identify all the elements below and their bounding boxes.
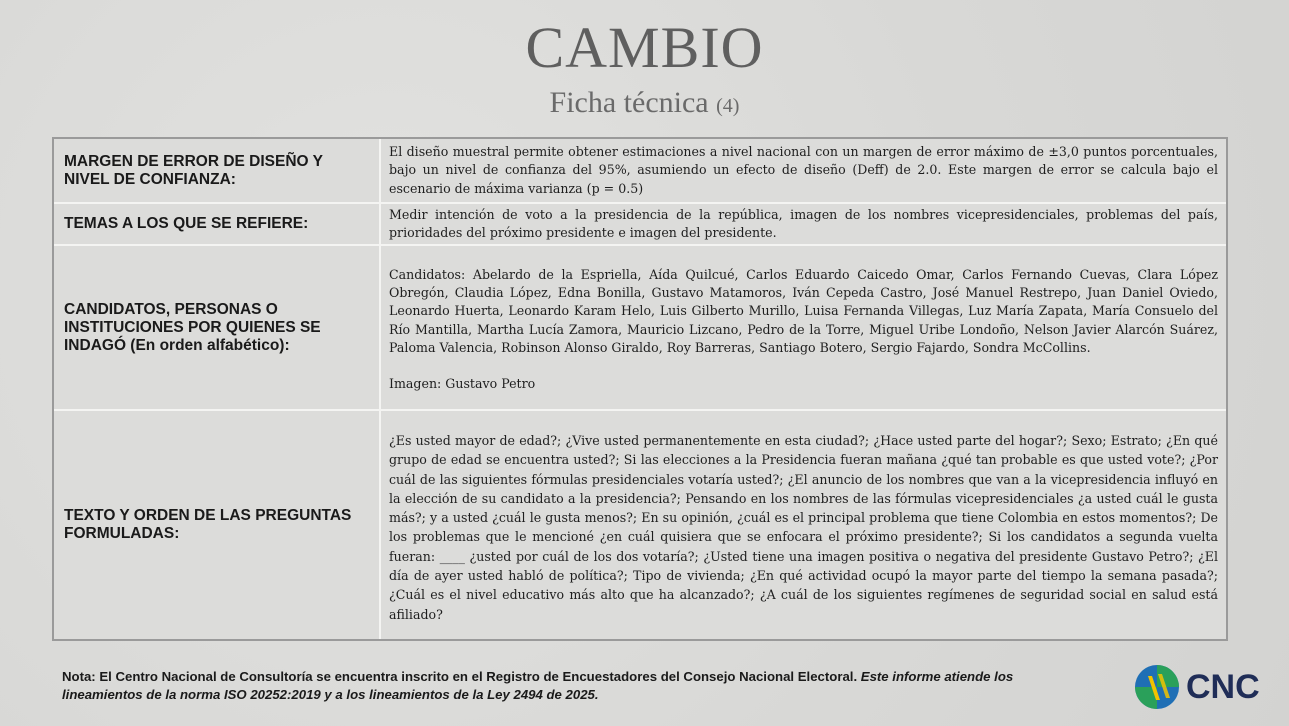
row-label-candidates: CANDIDATOS, PERSONAS O INSTITUCIONES POR QUIENES SE INDAGÓ (En orden alfabético): (54, 246, 381, 411)
row-label-questions: TEXTO Y ORDEN DE LAS PREGUNTAS FORMULADAS: (54, 411, 381, 639)
technical-sheet-table (52, 137, 1228, 641)
page-number: (4) (716, 95, 740, 117)
row-value-topics: Medir intención de voto a la presidencia de la república, imagen de los nombres vicepresidenciales, problemas del país, prioridades del próximo presidente e imagen del presidente. (381, 204, 1226, 246)
footer-note-bold: Nota: El Centro Nacional de Consultoría se encuentra inscrito en el Registro de Encuestadores del Consejo Nacional Electoral. (62, 669, 858, 684)
cnc-logo-text: CNC (1186, 667, 1260, 706)
row-label-topics: TEMAS A LOS QUE SE REFIERE: (54, 204, 381, 246)
cnc-logo (1134, 664, 1260, 710)
page-title-text: Ficha técnica (549, 86, 709, 119)
footer-note-italic: Este informe atiende los lineamientos de la norma ISO 20252:2019 y a los lineamientos de la Ley 2494 de 2025. (62, 669, 1014, 702)
row-value-questions: ¿Es usted mayor de edad?; ¿Vive usted permanentemente en esta ciudad?; ¿Hace usted parte del hogar?; Sexo; Estrato; ¿En qué grupo de edad se encuentra usted?; Si las elecciones a la Presidencia fueran mañana ¿qué tan probable es que usted vote?; ¿Por cuál de las siguientes fórmulas presidenciales votaría usted?; ¿El anuncio de los nombres que van a la vicepresidencia influyó en la elección de su candidato a la presidencia?; Pensando en los nombres de las fórmulas vicepresidenciales ¿a usted cuál le gusta más?; y a usted ¿cuál le gusta menos?; En su opinión, ¿cuál es el principal problema que tiene Colombia en estos momentos?; De los problemas que le mencioné ¿en cuál quisiera que se enfocara el próximo presidente?; Si los candidatos a segunda vuelta fueran: ____ ¿usted por cuál de los dos votaría?; ¿Usted tiene una imagen positiva o negativa del presidente Gustavo Petro?; ¿El día de ayer usted habló de política?; Tipo de vivienda; ¿En qué actividad ocupó la mayor parte del tiempo la semana pasada?; ¿Cuál es el nivel educativo más alto que ha alcanzado?; ¿A cuál de los siguientes regímenes de seguridad social en salud está afiliado? (389, 433, 1218, 622)
brand-logo: CAMBIO (525, 15, 764, 80)
candidates-list: Candidatos: Abelardo de la Espriella, Aída Quilcué, Carlos Eduardo Caicedo Omar, Carlos Fernando Cuevas, Clara López Obregón, Claudia López, Edna Bonilla, Gustavo Matamoros, Iván Cepeda Castro, José Manuel Restrepo, Juan Daniel Oviedo, Leonardo Huerta, Leonardo Karam Helo, Luis Gilberto Murillo, Luisa Fernanda Villegas, Luz María Zapata, María Consuelo del Río Mantilla, Martha Lucía Zamora, Mauricio Lizcano, Pedro de la Torre, Miguel Uribe Londoño, Nelson Javier Alarcón Suárez, Paloma Valencia, Robinson Alonso Giraldo, Roy Barreras, Santiago Botero, Sergio Fajardo, Sondra McCollins. (389, 267, 1218, 355)
page-title (0, 86, 1289, 120)
row-label-margin-of-error: MARGEN DE ERROR DE DISEÑO Y NIVEL DE CONFIANZA: (54, 139, 381, 204)
image-subject: Imagen: Gustavo Petro (389, 376, 536, 392)
row-value-margin-of-error: El diseño muestral permite obtener estimaciones a nivel nacional con un margen de error máximo de ±3,0 puntos porcentuales, bajo un nivel de confianza del 95%, asumiendo un efecto de diseño (Deff) de 2.0. Este margen de error se calcula bajo el escenario de máxima varianza (p = 0.5) (381, 139, 1226, 204)
footer-note (62, 668, 1072, 704)
row-value-candidates (381, 246, 1226, 411)
cnc-logo-icon (1134, 664, 1180, 710)
